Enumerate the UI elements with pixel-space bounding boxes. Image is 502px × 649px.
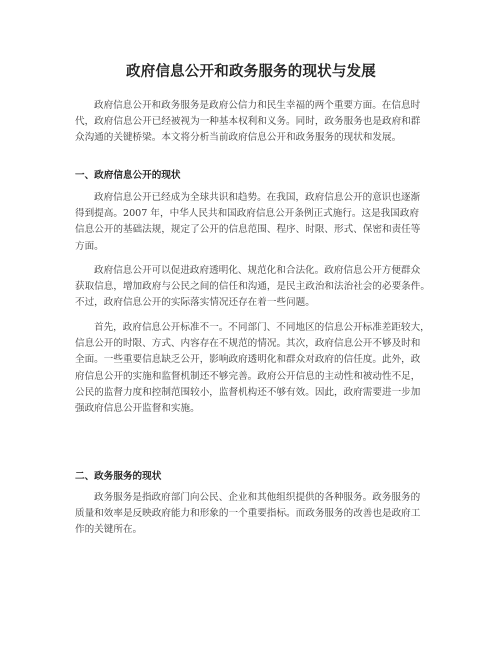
paragraph-line: 府信息公开的实施和监督机制还不够完善。政府公开信息的主动性和被动性不足， — [75, 370, 421, 382]
paragraph-line: 政务服务是指政府部门向公民、企业和其他组织提供的各种服务。政务服务的 — [94, 492, 421, 503]
paragraph-line: 强政府信息公开监督和实施。 — [75, 403, 200, 415]
paragraph-line: 获取信息，增加政府与公民之间的信任和沟通，是民主政治和法治社会的必要条件。 — [75, 281, 430, 293]
document-title: 政府信息公开和政务服务的现状与发展 — [126, 64, 376, 80]
paragraph-line: 众沟通的关键桥梁。本文将分析当前政府信息公开和政务服务的现状和发展。 — [75, 132, 402, 144]
paragraph-line: 政府信息公开可以促进政府透明化、规范化和合法化。政府信息公开方便群众 — [94, 265, 421, 276]
paragraph-line: 首先，政府信息公开标准不一。不同部门、不同地区的信息公开标准差距较大， — [94, 322, 430, 333]
paragraph-line: 政府信息公开和政务服务是政府公信力和民生幸福的两个重要方面。在信息时 — [94, 100, 421, 111]
paragraph-line: 信息公开的时限、方式、内容存在不规范的情况。其次，政府信息公开不够及时和 — [75, 338, 421, 350]
paragraph-line: 质量和效率是反映政府能力和形象的一个重要指标。而政务服务的改善也是政府工 — [75, 508, 421, 520]
section1-paragraph-2 — [75, 263, 431, 312]
paragraph-line: 全面。一些重要信息缺乏公开，影响政府透明化和群众对政府的信任度。此外，政 — [75, 354, 421, 366]
paragraph-line: 作的关键所在。 — [75, 524, 143, 536]
paragraph-line: 方面。 — [75, 240, 104, 252]
paragraph-line: 公民的监督力度和控制范围较小，监督机构还不够有效。因此，政府需要进一步加 — [75, 386, 421, 398]
paragraph-line: 不过，政府信息公开的实际落实情况还存在着一些问题。 — [75, 297, 315, 309]
intro-paragraph — [75, 98, 431, 147]
section-heading-1: 一、政府信息公开的现状 — [75, 170, 181, 181]
section1-paragraph-1 — [75, 190, 431, 255]
paragraph-line: 信息公开的基础法规，规定了公开的信息范围、程序、时限、形式、保密和责任等 — [75, 224, 421, 236]
paragraph-line: 得到提高。2007 年，中华人民共和国政府信息公开条例正式施行。这是我国政府 — [75, 208, 420, 220]
section-heading-2: 二、政务服务的现状 — [75, 471, 162, 482]
section1-paragraph-3 — [75, 320, 431, 417]
paragraph-line: 政府信息公开已经成为全球共识和趋势。在我国，政府信息公开的意识也逐渐 — [94, 192, 421, 203]
paragraph-line: 代，政府信息公开已经被视为一种基本权利和义务。同时，政务服务也是政府和群 — [75, 116, 421, 128]
section2-paragraph-1 — [75, 490, 431, 539]
